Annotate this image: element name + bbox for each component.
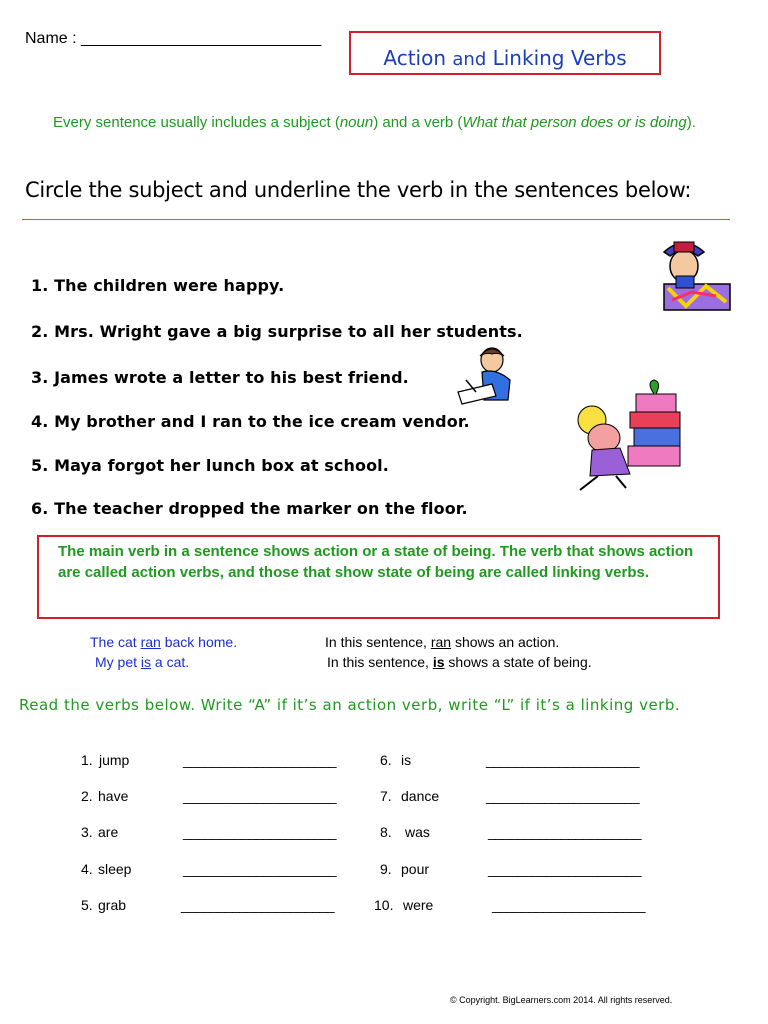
example-1-note-pre: In this sentence, bbox=[325, 634, 431, 650]
example-1-pre: The cat bbox=[90, 634, 141, 650]
answer-blank-10[interactable]: _____________________ bbox=[492, 897, 646, 913]
intro-text bbox=[53, 112, 743, 134]
example-2-post: a cat. bbox=[151, 654, 190, 670]
definition-text: The main verb in a sentence shows action or a state of being. The verb that shows action are called action verbs, and those that show state of being are called linking verbs. bbox=[58, 543, 694, 581]
sentence-1: 1. The children were happy. bbox=[31, 276, 285, 295]
answer-blank-6[interactable]: _____________________ bbox=[486, 752, 640, 768]
intro-what: What that person does or is doing bbox=[462, 114, 687, 131]
example-2-verb: is bbox=[140, 654, 152, 670]
verb-word-8: was bbox=[405, 824, 430, 840]
verb-word-4: sleep bbox=[98, 861, 132, 877]
verb-num-2: 2. bbox=[81, 788, 93, 804]
answer-blank-9[interactable]: _____________________ bbox=[488, 861, 642, 877]
sentence-6: 6. The teacher dropped the marker on the floor. bbox=[31, 499, 468, 518]
intro-part3: ). bbox=[686, 114, 696, 131]
sentence-2: 2. Mrs. Wright gave a big surprise to all her students. bbox=[31, 322, 523, 341]
example-1-note bbox=[325, 634, 559, 650]
sentence-4: 4. My brother and I ran to the ice cream vendor. bbox=[31, 412, 470, 431]
clipart-writing-boy-icon bbox=[452, 346, 518, 406]
title-box bbox=[349, 31, 661, 75]
verb-word-1: jump bbox=[99, 752, 130, 768]
verb-num-1: 1. bbox=[81, 752, 93, 768]
answer-blank-5[interactable]: _____________________ bbox=[181, 897, 335, 913]
example-2-note bbox=[327, 654, 592, 670]
title-word-action: Action bbox=[383, 46, 447, 70]
intro-part1: Every sentence usually includes a subject ( bbox=[53, 114, 340, 131]
answer-blank-7[interactable]: _____________________ bbox=[486, 788, 640, 804]
title-word-and: and bbox=[452, 49, 487, 70]
verb-num-6: 6. bbox=[380, 752, 392, 768]
verb-word-7: dance bbox=[401, 788, 440, 804]
instruction-heading: Circle the subject and underline the verb in the sentences below: bbox=[25, 178, 692, 202]
verb-num-7: 7. bbox=[380, 788, 392, 804]
verb-num-5: 5. bbox=[81, 897, 93, 913]
definition-box bbox=[37, 535, 720, 619]
intro-noun: noun bbox=[339, 114, 374, 131]
verb-word-2: have bbox=[98, 788, 129, 804]
sentence-5: 5. Maya forgot her lunch box at school. bbox=[31, 456, 389, 475]
clipart-gift-woman-icon bbox=[570, 376, 700, 494]
answer-blank-3[interactable]: _____________________ bbox=[183, 824, 337, 840]
intro-part2: ) and a verb ( bbox=[373, 114, 463, 131]
example-2 bbox=[95, 654, 189, 670]
example-1-verb: ran bbox=[140, 634, 161, 650]
example-1-note-post: shows an action. bbox=[451, 634, 560, 650]
verb-word-10: were bbox=[403, 897, 434, 913]
answer-blank-1[interactable]: _____________________ bbox=[183, 752, 337, 768]
example-2-note-post: shows a state of being. bbox=[444, 654, 592, 670]
example-1 bbox=[90, 634, 237, 650]
verb-instruction: Read the verbs below. Write “A” if it’s an action verb, write “L” if it’s a linking verb. bbox=[19, 696, 681, 714]
example-2-note-verb: is bbox=[432, 654, 445, 670]
answer-blank-2[interactable]: _____________________ bbox=[183, 788, 337, 804]
answer-blank-4[interactable]: _____________________ bbox=[183, 861, 337, 877]
worksheet-title bbox=[351, 46, 659, 70]
example-1-note-verb: ran bbox=[430, 634, 452, 650]
verb-num-10: 10. bbox=[374, 897, 394, 913]
verb-num-4: 4. bbox=[81, 861, 93, 877]
verb-num-3: 3. bbox=[81, 824, 93, 840]
copyright-footer: © Copyright. BigLearners.com 2014. All rights reserved. bbox=[450, 995, 673, 1005]
example-2-pre: My pet bbox=[95, 654, 141, 670]
example-1-post: back home. bbox=[160, 634, 238, 650]
example-2-note-pre: In this sentence, bbox=[327, 654, 433, 670]
verb-num-9: 9. bbox=[380, 861, 392, 877]
verb-word-9: pour bbox=[401, 861, 430, 877]
verb-word-5: grab bbox=[98, 897, 127, 913]
verb-num-8: 8. bbox=[380, 824, 392, 840]
name-field-label: Name : ___________________________ bbox=[25, 30, 322, 47]
answer-blank-8[interactable]: _____________________ bbox=[488, 824, 642, 840]
divider-line bbox=[22, 219, 730, 220]
clipart-hat-person-icon bbox=[646, 236, 744, 314]
sentence-3: 3. James wrote a letter to his best friend. bbox=[31, 368, 409, 387]
verb-word-6: is bbox=[401, 752, 412, 768]
title-word-linking-verbs: Linking Verbs bbox=[492, 46, 627, 70]
verb-word-3: are bbox=[98, 824, 119, 840]
